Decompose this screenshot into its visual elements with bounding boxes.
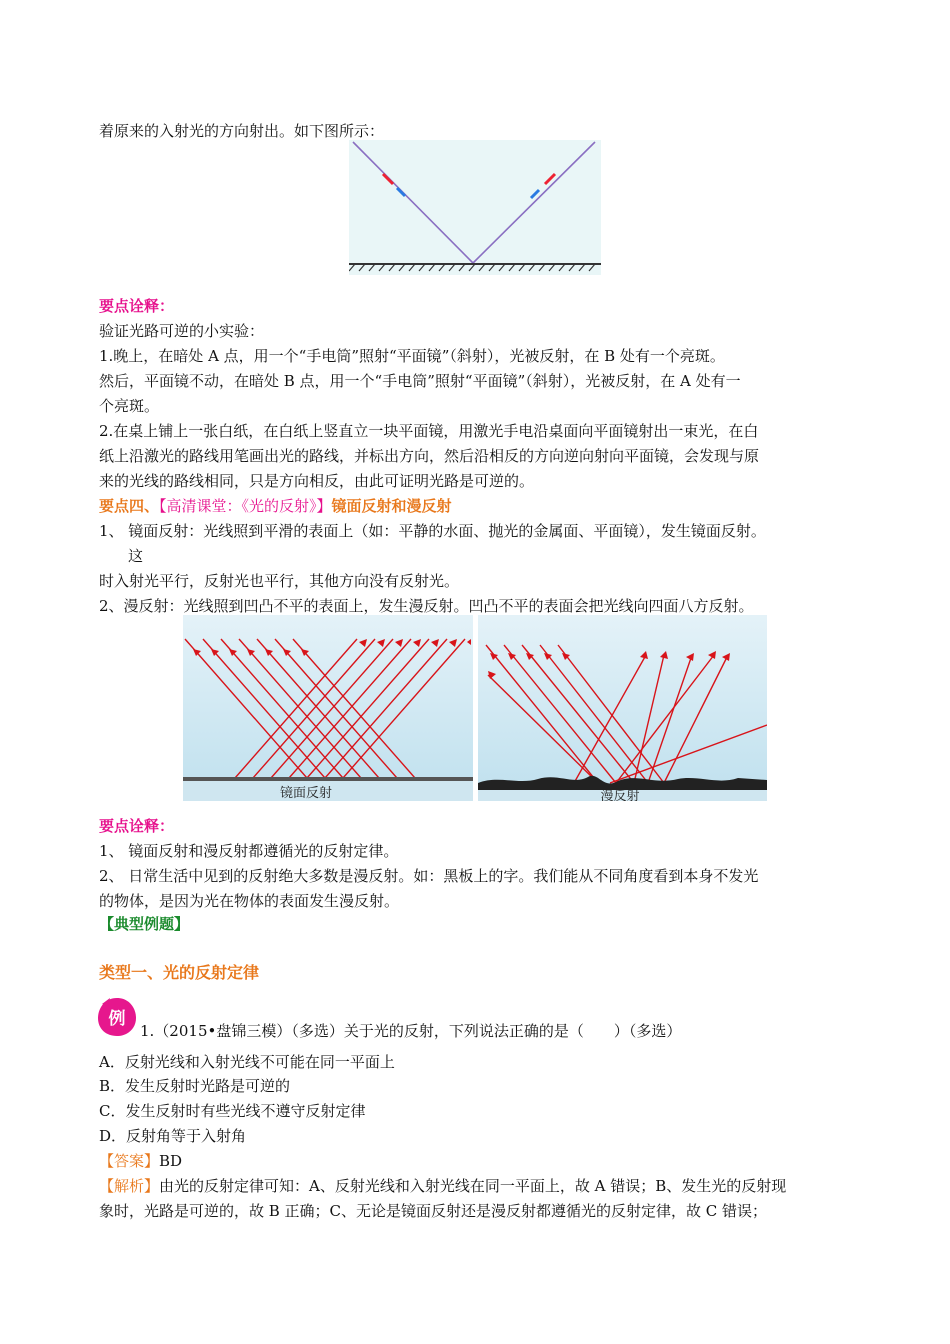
section-4-title: 镜面反射和漫反射 bbox=[331, 497, 452, 515]
diffuse-line: 2、漫反射：光线照到凹凸不平的表面上，发生漫反射。凹凸不平的表面会把光线向四面八方反射。 bbox=[99, 597, 754, 615]
analysis-line-1 bbox=[99, 1176, 786, 1196]
section-4-heading bbox=[99, 496, 452, 516]
diffuse-caption: 漫反射 bbox=[600, 789, 640, 801]
specular-line-1: 1、 镜面反射：光线照到平滑的表面上（如：平静的水面、抛光的金属面、平面镜），发生镜面反射。 bbox=[99, 522, 766, 540]
answer-value: BD bbox=[159, 1152, 183, 1170]
badge-glyph: 例 bbox=[108, 1009, 126, 1029]
key-points-heading-2: 要点诠释： bbox=[99, 817, 175, 835]
experiment-title: 验证光路可逆的小实验： bbox=[99, 322, 265, 340]
answer-line bbox=[99, 1151, 182, 1171]
experiment-1-line-1: 1.晚上，在暗处 A 点，用一个“手电筒”照射“平面镜”（斜射），光被反射，在 B 处有一个亮斑。 bbox=[99, 347, 725, 365]
option-c: C．发生反射时有些光线不遵守反射定律 bbox=[99, 1102, 366, 1120]
experiment-2-line-2: 纸上沿激光的路线用笔画出光的路线，并标出方向，然后沿相反的方向逆向射向平面镜，会发现与原 bbox=[99, 447, 760, 465]
reflection-diagram bbox=[349, 140, 601, 275]
example-badge-icon bbox=[96, 996, 138, 1038]
diffuse-reflection-figure bbox=[478, 615, 767, 801]
specular-reflection-figure bbox=[183, 615, 473, 801]
question-1: 1.（2015•盘锦三模）（多选）关于光的反射，下列说法正确的是（ ）（多选） bbox=[140, 1022, 682, 1040]
analysis-label: 【解析】 bbox=[99, 1177, 160, 1195]
experiment-2-line-3: 来的光线的路线相同，只是方向相反，由此可证明光路是可逆的。 bbox=[99, 472, 535, 490]
option-d: D．反射角等于入射角 bbox=[99, 1127, 247, 1145]
option-b: B．发生反射时光路是可逆的 bbox=[99, 1077, 291, 1095]
experiment-1-line-3: 个亮斑。 bbox=[99, 397, 160, 415]
specular-line-2: 这 bbox=[128, 547, 144, 565]
section-4-link[interactable]: 【高清课堂：《光的反射》】 bbox=[159, 497, 332, 515]
specular-caption: 镜面反射 bbox=[279, 786, 333, 801]
answer-label: 【答案】 bbox=[99, 1152, 160, 1170]
specular-line-3: 时入射光平行，反射光也平行，其他方向没有反射光。 bbox=[99, 572, 460, 590]
type-1-heading: 类型一、光的反射定律 bbox=[99, 963, 260, 982]
analysis-line-2: 象时，光路是可逆的，故 B 正确；C、无论是镜面反射还是漫反射都遵循光的反射定律，故 C 错误； bbox=[99, 1202, 768, 1220]
key-points-heading: 要点诠释： bbox=[99, 297, 175, 315]
note-2-item-2-line-2: 的物体，是因为光在物体的表面发生漫反射。 bbox=[99, 892, 400, 910]
typical-examples-heading: 【典型例题】 bbox=[99, 915, 190, 933]
analysis-text-1: 由光的反射定律可知：A、反射光线和入射光线在同一平面上，故 A 错误；B、发生光的反射现 bbox=[159, 1177, 787, 1195]
option-a: A．反射光线和入射光线不可能在同一平面上 bbox=[99, 1053, 395, 1071]
intro-text: 着原来的入射光的方向射出。如下图所示： bbox=[99, 122, 385, 140]
experiment-2-line-1: 2.在桌上铺上一张白纸，在白纸上竖直立一块平面镜，用激光手电沿桌面向平面镜射出一束光，在白 bbox=[99, 422, 759, 440]
note-2-item-1: 1、 镜面反射和漫反射都遵循光的反射定律。 bbox=[99, 842, 399, 860]
note-2-item-2-line-1: 2、 日常生活中见到的反射绝大多数是漫反射。如：黑板上的字。我们能从不同角度看到本身不发光 bbox=[99, 867, 759, 885]
experiment-1-line-2: 然后，平面镜不动，在暗处 B 点，用一个“手电筒”照射“平面镜”（斜射），光被反射，在 A 处有一 bbox=[99, 372, 741, 390]
section-4-prefix: 要点四、 bbox=[99, 497, 160, 515]
